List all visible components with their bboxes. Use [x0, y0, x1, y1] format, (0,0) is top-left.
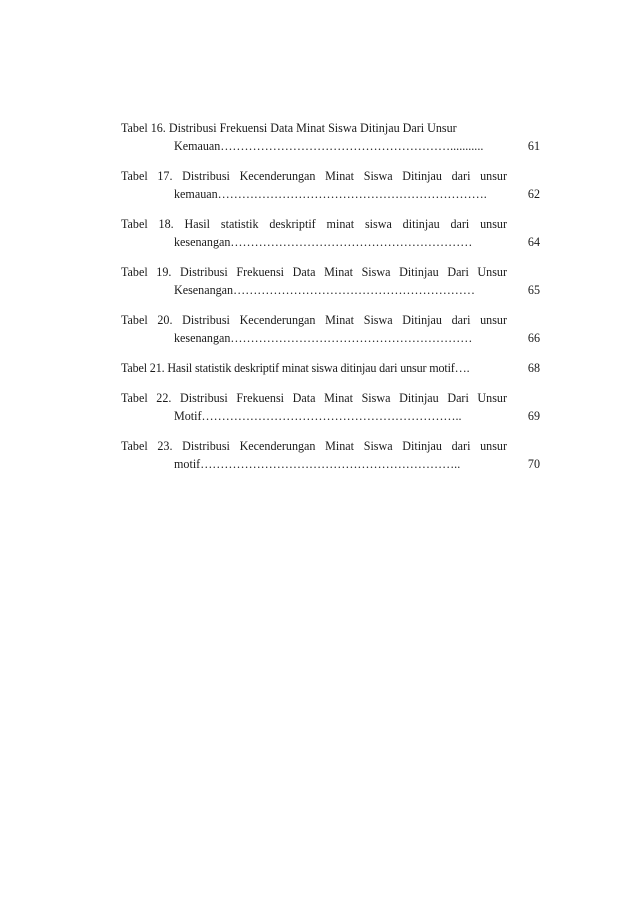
- toc-entry-tabel-18[interactable]: [121, 215, 546, 251]
- toc-entry-title-line1: Tabel 23. Distribusi Kecenderungan Minat Siswa Ditinjau dari unsur: [121, 439, 507, 453]
- toc-entry-page-number: 69: [527, 409, 540, 423]
- toc-entry-title-line1: Tabel 22. Distribusi Frekuensi Data Minat Siswa Ditinjau Dari Unsur: [121, 391, 507, 405]
- toc-entry-title-line2: kesenangan……………………………………………………: [174, 235, 473, 249]
- toc-entry-tabel-22[interactable]: [121, 389, 546, 425]
- toc-entry-title: [121, 437, 507, 473]
- toc-entry-title-line1: Tabel 21. Hasil statistik deskriptif minat siswa ditinjau dari unsur motif….: [121, 361, 470, 375]
- toc-entry-tabel-19[interactable]: [121, 263, 546, 299]
- toc-entry-tabel-23[interactable]: [121, 437, 546, 473]
- toc-entry-title-line1: Tabel 16. Distribusi Frekuensi Data Minat Siswa Ditinjau Dari Unsur: [121, 121, 457, 135]
- toc-entry-page-number: 68: [527, 361, 540, 375]
- toc-entry-title: [121, 263, 507, 299]
- table-of-contents: [121, 119, 546, 485]
- toc-entry-title-line2: Motif………………………………………………………..: [174, 409, 462, 423]
- toc-entry-title-line2: motif………………………………………………………..: [174, 457, 461, 471]
- toc-entry-title-line1: Tabel 20. Distribusi Kecenderungan Minat Siswa Ditinjau dari unsur: [121, 313, 507, 327]
- toc-entry-page-number: 66: [527, 331, 540, 345]
- toc-entry-title-line1: Tabel 17. Distribusi Kecenderungan Minat Siswa Ditinjau dari unsur: [121, 169, 507, 183]
- toc-entry-title: [121, 119, 507, 155]
- toc-entry-title: [121, 359, 507, 377]
- toc-entry-tabel-17[interactable]: [121, 167, 546, 203]
- toc-entry-tabel-16[interactable]: [121, 119, 546, 155]
- toc-entry-page-number: 70: [527, 457, 540, 471]
- toc-entry-title-line1: Tabel 18. Hasil statistik deskriptif minat siswa ditinjau dari unsur: [121, 217, 507, 231]
- toc-entry-title-line1: Tabel 19. Distribusi Frekuensi Data Minat Siswa Ditinjau Dari Unsur: [121, 265, 507, 279]
- toc-entry-title: [121, 167, 507, 203]
- toc-entry-title-line2: kemauan………………………………………………………….: [174, 187, 487, 201]
- toc-entry-page-number: 64: [527, 235, 540, 249]
- toc-entry-title-line2: Kemauan…………………………………………………...........: [174, 139, 484, 153]
- toc-entry-tabel-21[interactable]: [121, 359, 546, 377]
- toc-entry-page-number: 65: [527, 283, 540, 297]
- toc-entry-title-line2: kesenangan……………………………………………………: [174, 331, 473, 345]
- toc-entry-page-number: 62: [527, 187, 540, 201]
- toc-entry-title: [121, 311, 507, 347]
- toc-entry-page-number: 61: [527, 139, 540, 153]
- toc-entry-title: [121, 215, 507, 251]
- toc-entry-tabel-20[interactable]: [121, 311, 546, 347]
- toc-entry-title: [121, 389, 507, 425]
- toc-entry-title-line2: Kesenangan……………………………………………………: [174, 283, 475, 297]
